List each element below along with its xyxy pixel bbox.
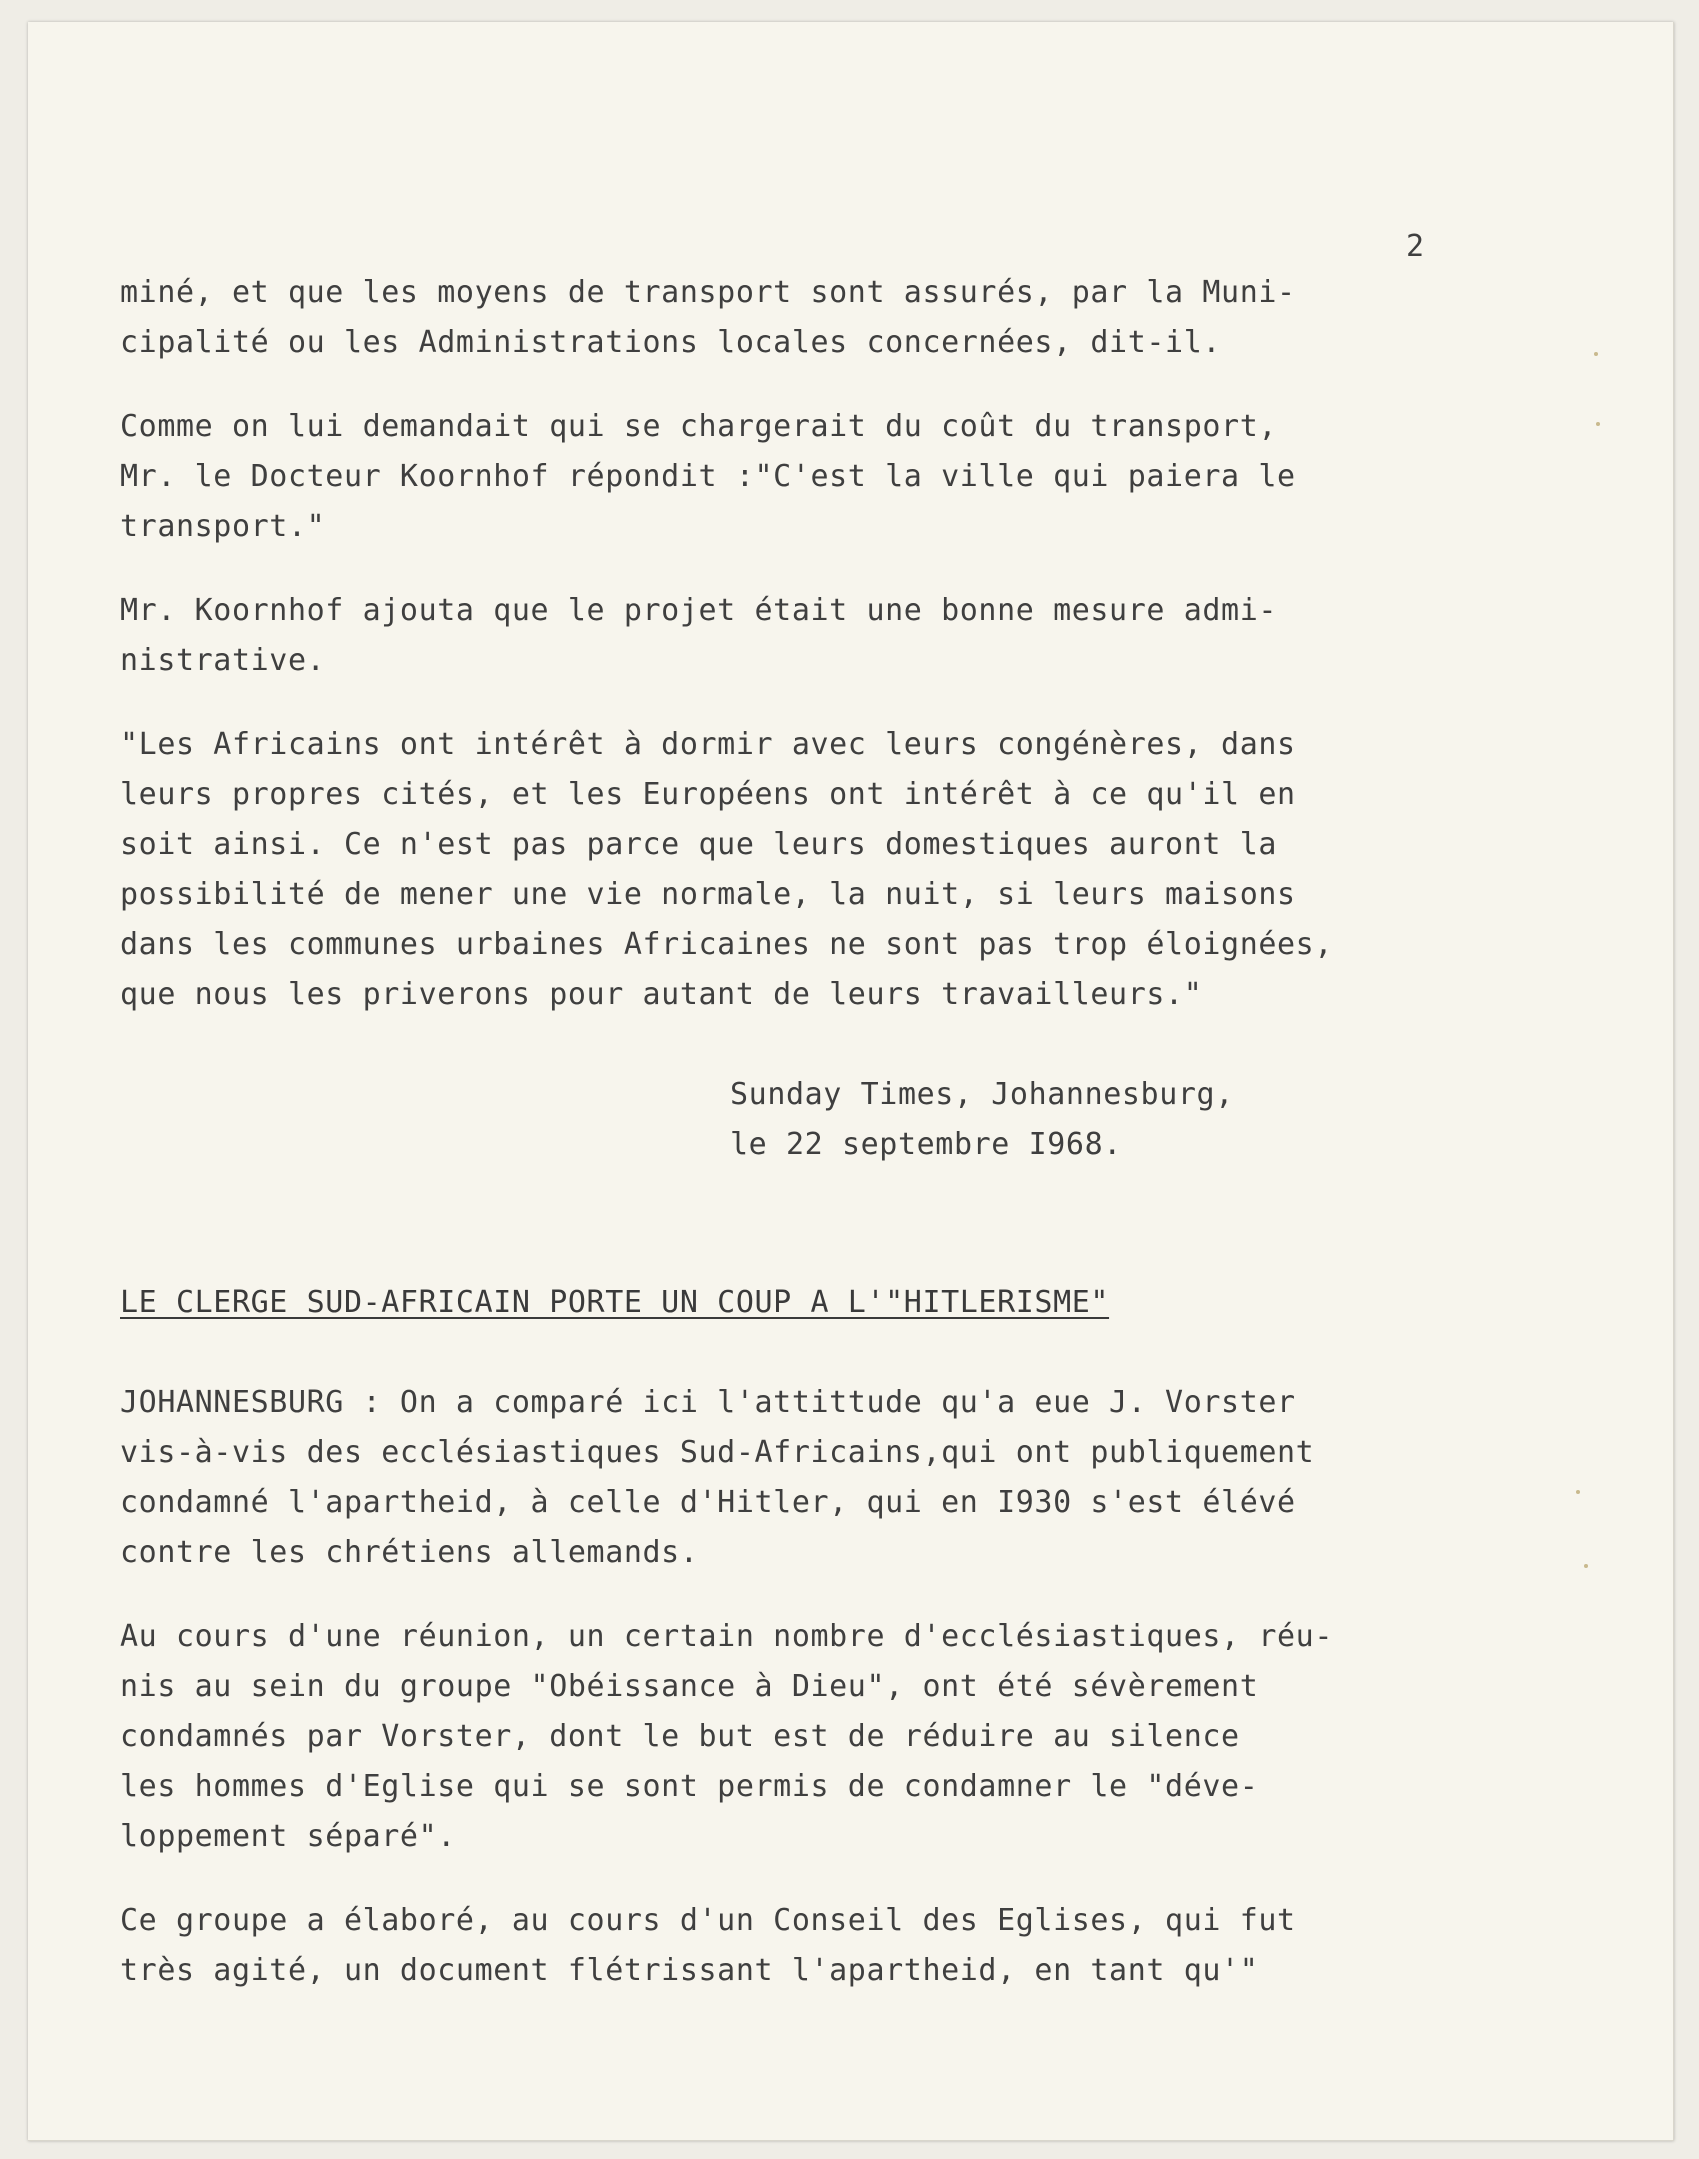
text-line: JOHANNESBURG : On a comparé ici l'attittude qu'a eue J. Vorster	[120, 1385, 1296, 1420]
text-line: contre les chrétiens allemands.	[120, 1535, 699, 1570]
text-line: possibilité de mener une vie normale, la nuit, si leurs maisons	[120, 877, 1296, 912]
text-line: Comme on lui demandait qui se chargerait du coût du transport,	[120, 409, 1278, 444]
text-line: dans les communes urbaines Africaines ne sont pas trop éloignées,	[120, 927, 1333, 962]
text-line: très agité, un document flétrissant l'apartheid, en tant qu'"	[120, 1953, 1259, 1988]
text-line: nis au sein du groupe "Obéissance à Dieu", ont été sévèrement	[120, 1669, 1259, 1704]
text-line: les hommes d'Eglise qui se sont permis de condamner le "déve-	[120, 1769, 1259, 1804]
text-line: miné, et que les moyens de transport sont assurés, par la Muni-	[120, 275, 1296, 310]
text-line: transport."	[120, 509, 326, 544]
text-line: nistrative.	[120, 643, 326, 678]
text-line: vis-à-vis des ecclésiastiques Sud-Africains,qui ont publiquement	[120, 1435, 1315, 1470]
text-line: condamnés par Vorster, dont le but est de réduire au silence	[120, 1719, 1240, 1754]
text-line: Mr. le Docteur Koornhof répondit :"C'est la ville qui paiera le	[120, 459, 1296, 494]
text-line: Au cours d'une réunion, un certain nombre d'ecclésiastiques, réu-	[120, 1619, 1333, 1654]
article-heading: LE CLERGE SUD-AFRICAIN PORTE UN COUP A L'"HITLERISME"	[120, 1285, 1110, 1320]
text-line: soit ainsi. Ce n'est pas parce que leurs domestiques auront la	[120, 827, 1278, 862]
text-line: "Les Africains ont intérêt à dormir avec leurs congénères, dans	[120, 727, 1296, 762]
paper-speck	[1584, 1564, 1588, 1568]
text-line: Mr. Koornhof ajouta que le projet était une bonne mesure admi-	[120, 593, 1278, 628]
source-attribution: Sunday Times, Johannesburg,	[730, 1077, 1234, 1112]
paper-speck	[1596, 422, 1600, 426]
source-date: le 22 septembre I968.	[730, 1127, 1122, 1162]
paper-speck	[1576, 1490, 1580, 1494]
text-line: leurs propres cités, et les Européens ont intérêt à ce qu'il en	[120, 777, 1296, 812]
paper-speck	[1594, 352, 1598, 356]
text-line: condamné l'apartheid, à celle d'Hitler, qui en I930 s'est élévé	[120, 1485, 1296, 1520]
text-line: loppement séparé".	[120, 1819, 456, 1854]
page-number: 2	[1406, 229, 1425, 264]
text-line: cipalité ou les Administrations locales concernées, dit-il.	[120, 325, 1222, 360]
typewritten-page	[28, 22, 1674, 2141]
text-line: Ce groupe a élaboré, au cours d'un Conseil des Eglises, qui fut	[120, 1903, 1296, 1938]
text-line: que nous les priverons pour autant de leurs travailleurs."	[120, 977, 1203, 1012]
